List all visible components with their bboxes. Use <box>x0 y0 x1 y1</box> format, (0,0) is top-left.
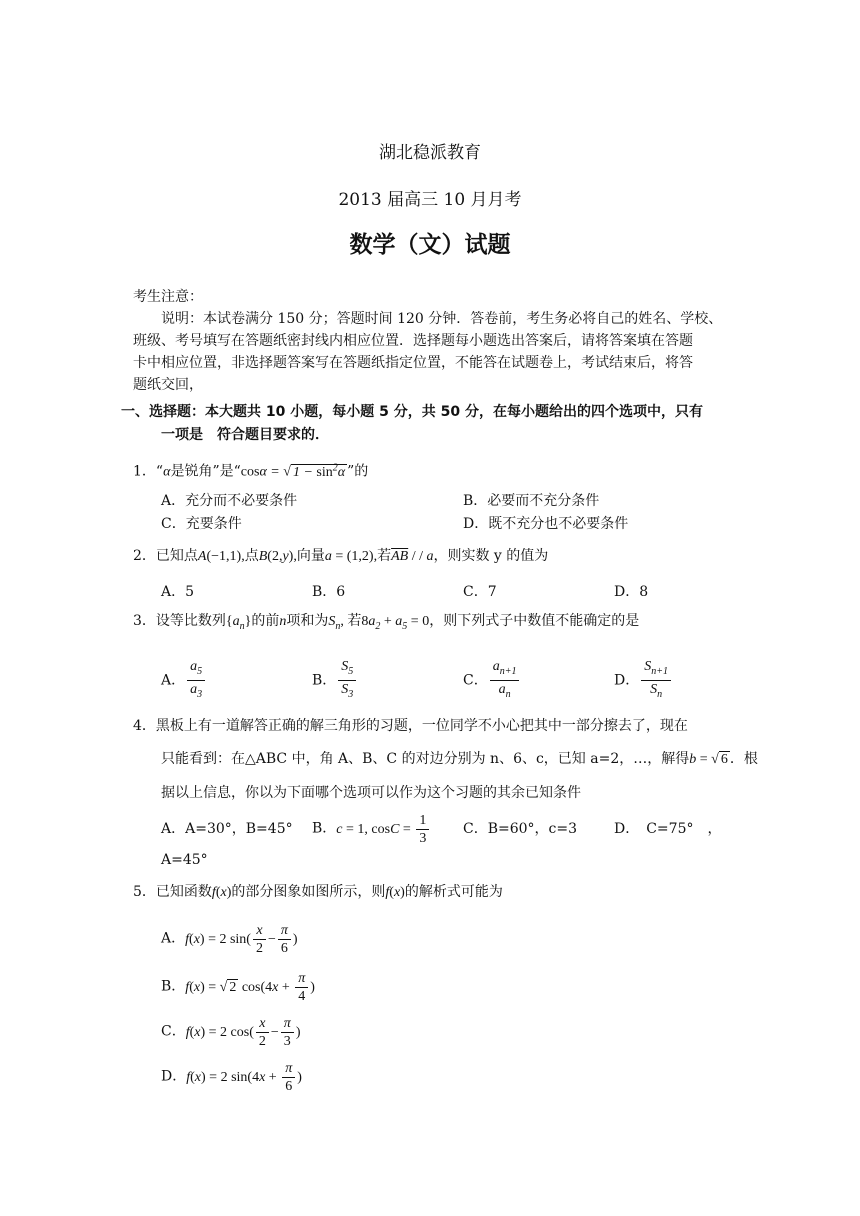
question-2: 2．已知点A(−1,1),点B(2,y),向量a = (1,2),若$\overline{AB}$ / / a，则实数 y 的值为 <box>133 548 549 564</box>
q2-option-d: D．8 <box>614 584 649 600</box>
section-heading-cont: 一项是 符合题目要求的． <box>161 427 329 443</box>
formula: $\frac{a_5}{a_3}$ <box>187 658 205 703</box>
question-number: 2． <box>133 548 156 564</box>
q1-option-d: D．既不充分也不必要条件 <box>463 516 629 532</box>
q4-option-d: D． C=75° ， <box>614 821 722 837</box>
question-4-line2: 只能看到：在△ABC 中，角 A、B、C 的对边分别为 n、6、c，已知 a=2，…，解得b = √ 6 ．根 <box>161 751 758 767</box>
question-1: 1．“α是锐角”是“cosα = √ $1 - \sin^2\alpha$ ”的 <box>133 462 369 480</box>
q1-option-c: C．充要条件 <box>161 516 242 532</box>
q5-option-a: A．f(x) = 2 sin( $\frac{x}{2}$ − $\frac{\pi}{6}$ ) <box>161 923 298 956</box>
q4-option-b: B．c = 1, cosC = $\frac{1}{3}$ <box>312 812 431 847</box>
q4-option-d-cont: A=45° <box>161 852 208 868</box>
question-number: 3． <box>133 613 156 629</box>
formula: $\frac{a_{n+1}}{a_n}$ <box>490 658 520 703</box>
q2-option-a: A．5 <box>161 584 195 600</box>
formula: f(x) = √ 2 cos(4x + $\frac{\pi}{4}$ ) <box>185 971 315 1004</box>
notice-line: 说明：本试卷满分 150 分；答题时间 120 分钟．答卷前，考生务必将自己的姓名、学校、 <box>161 311 723 327</box>
formula: f(x) = 2 sin( $\frac{x}{2}$ − $\frac{\pi}{6}$ ) <box>185 923 298 956</box>
q4-option-a: A．A=30°，B=45° <box>161 821 293 837</box>
q3-option-b: B． $\frac{S_5}{S_3}$ <box>312 658 358 703</box>
question-4: 4．黑板上有一道解答正确的解三角形的习题，一位同学不小心把其中一部分擦去了，现在 <box>133 718 688 734</box>
q3-option-a: A． $\frac{a_5}{a_3}$ <box>161 658 207 703</box>
formula: α <box>163 464 171 480</box>
notice-line: 卡中相应位置，非选择题答案写在答题纸指定位置，不能答在试题卷上，考试结束后，将答 <box>133 355 693 371</box>
q3-option-d: D． $\frac{S_{n+1}}{S_n}$ <box>614 658 673 703</box>
formula: b = √ 6 <box>689 752 728 767</box>
question-4-line3: 据以上信息，你以为下面哪个选项可以作为这个习题的其余已知条件 <box>161 785 581 801</box>
notice-line: 题纸交回， <box>133 377 203 393</box>
q5-option-b: B．f(x) = √ 2 cos(4x + $\frac{\pi}{4}$ ) <box>161 971 315 1004</box>
exam-title: 2013 届高三 10 月月考 <box>338 190 522 210</box>
notice-line: 班级、考号填写在答题纸密封线内相应位置．选择题每小题选出答案后，请将答案填在答题 <box>133 333 693 349</box>
q1-option-b: B．必要而不充分条件 <box>463 493 600 509</box>
q1-option-a: A．充分而不必要条件 <box>161 493 298 509</box>
question-number: 4． <box>133 718 156 734</box>
formula: $\frac{S_5}{S_3}$ <box>338 658 356 703</box>
question-5: 5．已知函数f(x)的部分图象如图所示，则f(x)的解析式可能为 <box>133 884 503 900</box>
formula: f(x) = 2 cos( $\frac{x}{2}$ − $\frac{\pi}{3}$ ) <box>185 1016 301 1049</box>
paper-title: 数学（文）试题 <box>349 232 511 258</box>
q5-option-d: D．f(x) = 2 sin(4x + $\frac{\pi}{6}$ ) <box>161 1061 302 1094</box>
section-heading: 一、选择题：本大题共 10 小题，每小题 5 分，共 50 分，在每小题给出的四个选项中，只有 <box>121 404 703 420</box>
formula: $\frac{S_{n+1}}{S_n}$ <box>641 658 671 703</box>
formula: c = 1, cosC = $\frac{1}{3}$ <box>336 822 431 837</box>
formula: cosα = √ $1 - \sin^2\alpha$ <box>240 462 346 480</box>
formula: $\{a_n\}$的前n项和为$S_n$, 若$8a_2 + a_5 = 0$ <box>225 614 430 632</box>
question-number: 5． <box>133 884 156 900</box>
q2-option-b: B．6 <box>312 584 346 600</box>
q3-option-c: C． $\frac{a_{n+1}}{a_n}$ <box>463 658 521 703</box>
school-name: 湖北稳派教育 <box>379 143 481 163</box>
q4-option-c: C．B=60°，c=3 <box>463 821 578 837</box>
formula: A(−1,1),点B(2,y),向量a = (1,2),若$\overline{AB}$ / / a <box>197 549 434 564</box>
question-number: 1． <box>133 463 156 480</box>
q2-option-c: C．7 <box>463 584 497 600</box>
notice-label: 考生注意： <box>133 289 203 305</box>
formula: f(x) = 2 sin(4x + $\frac{\pi}{6}$ ) <box>186 1061 302 1094</box>
formula: f(x) <box>385 885 405 900</box>
question-3: 3．设等比数列$\{a_n\}$的前n项和为$S_n$, 若$8a_2 + a_5 = 0$，则下列式子中数值不能确定的是 <box>133 613 640 632</box>
formula: f(x) <box>211 885 232 900</box>
q5-option-c: C．f(x) = 2 cos( $\frac{x}{2}$ − $\frac{\pi}{3}$ ) <box>161 1016 301 1049</box>
